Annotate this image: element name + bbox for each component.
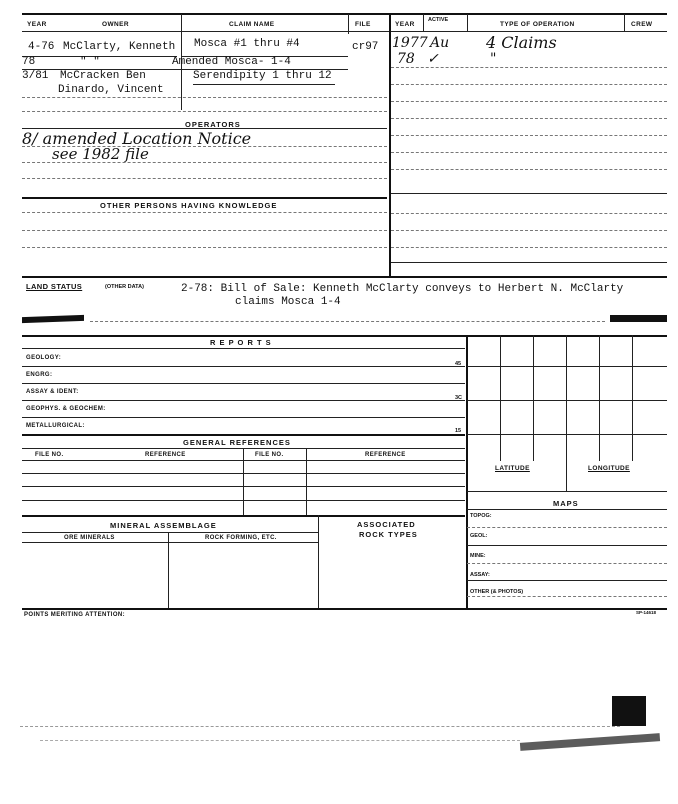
- row-underline: [22, 97, 387, 98]
- assoc-rock-1: ASSOCIATED: [357, 520, 416, 529]
- gref-reference-2: REFERENCE: [365, 452, 406, 458]
- reports-engrg: ENGRG:: [26, 372, 53, 378]
- reports-metallurgical: METALLURGICAL:: [26, 423, 85, 429]
- operators-note: see 1982 file: [52, 145, 149, 163]
- col-sep-year: [423, 14, 424, 32]
- scan-smudge: [22, 315, 84, 323]
- activity-type: 4 Claims: [486, 33, 557, 52]
- reports-rule: [22, 348, 465, 349]
- other-persons-line: [22, 230, 387, 231]
- grid-number: 3C: [455, 395, 463, 401]
- longitude-label: LONGITUDE: [588, 465, 630, 472]
- right-row-line: [391, 135, 667, 136]
- maps-line: [467, 545, 667, 546]
- land-status-text: 2-78: Bill of Sale: Kenneth McClarty conveys to Herbert N. McClarty: [181, 283, 624, 295]
- claim-name: Serendipity 1 thru 12: [193, 70, 332, 82]
- grid-row: [467, 366, 667, 367]
- scan-artifact: [20, 726, 620, 727]
- gref-rule: [22, 500, 465, 501]
- right-row-line: [391, 230, 667, 231]
- right-row-line: [391, 84, 667, 85]
- land-status-rule: [22, 276, 667, 278]
- grid-col: [599, 335, 600, 461]
- separator-line: [90, 321, 605, 322]
- latitude-label: LATITUDE: [495, 465, 530, 472]
- maps-mine: MINE:: [470, 553, 486, 559]
- right-row-line: [391, 118, 667, 119]
- maps-topog: TOPOG:: [470, 513, 492, 519]
- maps-other: OTHER (& PHOTOS): [470, 589, 524, 595]
- maps-geol: GEOL:: [470, 533, 488, 539]
- mineral-rule: [22, 542, 318, 543]
- reports-rule: [22, 434, 465, 436]
- header-crew: CREW: [631, 21, 653, 28]
- scan-artifact: [520, 733, 660, 751]
- right-row-line: [391, 67, 667, 68]
- right-row-line: [391, 101, 667, 102]
- top-border: [22, 13, 667, 15]
- col-sep-main: [389, 14, 391, 276]
- header-owner: OWNER: [102, 21, 129, 28]
- activity-type: ": [490, 51, 497, 67]
- claim-owner: McCracken Ben: [60, 70, 146, 82]
- header-type-of-operation: TYPE OF OPERATION: [500, 21, 575, 28]
- claim-year: 78: [22, 56, 36, 68]
- header-underline: [22, 31, 667, 32]
- gref-rule: [22, 486, 465, 487]
- reports-rule: [22, 417, 465, 418]
- reports-title: R E P O R T S: [210, 338, 272, 347]
- mineral-col: [318, 515, 319, 608]
- grid-left-border: [466, 335, 468, 608]
- activity-year: 78: [397, 51, 415, 67]
- header-year: YEAR: [27, 21, 47, 28]
- scan-artifact: [612, 696, 646, 726]
- claim-name: Mosca #1 thru #4: [194, 38, 300, 50]
- gref-reference: REFERENCE: [145, 452, 186, 458]
- operators-title: OPERATORS: [185, 120, 241, 129]
- maps-line: [467, 527, 667, 528]
- points-meriting-attention: POINTS MERITING ATTENTION:: [24, 612, 126, 618]
- gref-file-no: FILE NO.: [35, 452, 64, 458]
- reports-rule: [22, 400, 465, 401]
- row-underline: [193, 84, 335, 85]
- other-persons-title: OTHER PERSONS HAVING KNOWLEDGE: [100, 201, 278, 210]
- operators-line: [22, 178, 387, 179]
- grid-col: [500, 335, 501, 461]
- activity-active: ✓: [427, 51, 439, 67]
- operators-note: 8/ amended Location Notice: [22, 129, 252, 148]
- activity-active: Au: [430, 35, 450, 51]
- maps-title: MAPS: [553, 499, 579, 508]
- header-claim-name: CLAIM NAME: [229, 21, 275, 28]
- claim-owner: Dinardo, Vincent: [58, 84, 164, 96]
- coords-sep: [566, 461, 567, 491]
- maps-assay: ASSAY:: [470, 572, 490, 578]
- col-sep-type: [624, 14, 625, 32]
- grid-row: [467, 434, 667, 435]
- col-sep-claim: [348, 14, 349, 34]
- claim-year: 4-76: [28, 41, 55, 53]
- right-row-line: [391, 247, 667, 248]
- reports-rule: [22, 383, 465, 384]
- grid-col: [566, 335, 567, 461]
- scan-artifact: [40, 740, 520, 741]
- header-active: ACTIVE: [428, 17, 449, 23]
- other-persons-line: [22, 247, 387, 248]
- reports-assay: ASSAY & IDENT:: [26, 389, 79, 395]
- claim-name: Amended Mosca- 1-4: [172, 56, 291, 68]
- gref-rule: [22, 515, 465, 517]
- maps-top-rule: [467, 491, 667, 492]
- gref-file-no-2: FILE NO.: [255, 452, 284, 458]
- maps-rule: [467, 509, 667, 510]
- form-number: SP-14618: [636, 610, 657, 615]
- general-references-title: GENERAL REFERENCES: [183, 438, 291, 447]
- bottom-rule: [22, 608, 667, 610]
- rock-forming: ROCK FORMING, ETC.: [205, 535, 277, 541]
- right-row-line: [391, 152, 667, 153]
- right-row-line: [391, 193, 667, 194]
- maps-line: [467, 563, 667, 564]
- activity-year: 1977: [392, 35, 428, 51]
- scan-smudge: [610, 315, 667, 322]
- ore-minerals: ORE MINERALS: [64, 535, 115, 541]
- maps-line: [467, 596, 667, 597]
- reports-rule: [22, 366, 465, 367]
- mineral-col: [168, 532, 169, 608]
- reports-top-rule: [22, 335, 667, 337]
- maps-line: [467, 580, 667, 581]
- mineral-title: MINERAL ASSEMBLAGE: [110, 521, 217, 530]
- gref-col: [306, 448, 307, 515]
- right-row-line: [391, 169, 667, 170]
- land-status-text: claims Mosca 1-4: [235, 296, 341, 308]
- grid-row: [467, 400, 667, 401]
- right-row-line: [391, 262, 667, 263]
- land-status-label: LAND STATUS: [26, 282, 83, 291]
- claim-owner: McClarty, Kenneth: [63, 41, 176, 53]
- row-underline: [22, 111, 387, 112]
- grid-number: 45: [455, 361, 462, 367]
- gref-rule: [22, 473, 465, 474]
- other-persons-rule: [22, 197, 387, 199]
- assoc-rock-2: ROCK TYPES: [359, 530, 418, 539]
- header-year-2: YEAR: [395, 21, 415, 28]
- operators-line: [22, 162, 387, 163]
- gref-col: [243, 448, 244, 515]
- other-persons-line: [22, 212, 387, 213]
- reports-geophys: GEOPHYS. & GEOCHEM:: [26, 406, 106, 412]
- claim-owner: " ": [80, 56, 100, 68]
- claim-file: cr97: [352, 41, 379, 53]
- grid-col: [533, 335, 534, 461]
- claim-year: 3/81: [22, 70, 49, 82]
- mineral-rule: [22, 532, 318, 533]
- land-status-sub: (OTHER DATA): [105, 284, 144, 290]
- grid-col: [632, 335, 633, 461]
- grid-number: 15: [455, 428, 462, 434]
- reports-geology: GEOLOGY:: [26, 355, 62, 361]
- col-sep-active: [467, 14, 468, 32]
- right-row-line: [391, 213, 667, 214]
- header-file: FILE: [355, 21, 371, 28]
